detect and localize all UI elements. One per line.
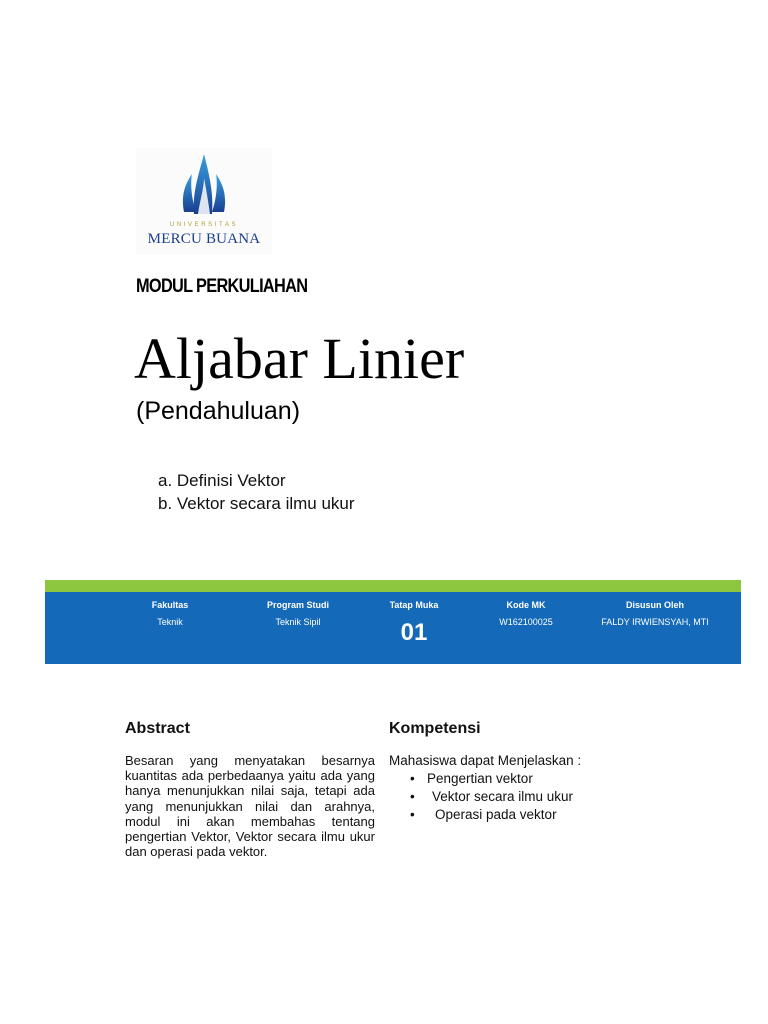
abstract-heading: Abstract [125, 720, 190, 737]
info-header: Kode MK [506, 600, 546, 610]
info-kode-mk [456, 600, 596, 627]
module-heading: MODUL PERKULIAHAN [136, 276, 308, 297]
info-value: W162100025 [499, 617, 553, 627]
course-subtitle: (Pendahuluan) [136, 397, 301, 425]
list-item [408, 806, 573, 824]
bullet-icon: • [410, 771, 415, 786]
logo-university-name: MERCU BUANA [147, 231, 261, 247]
info-value: FALDY IRWIENSYAH, MTI [601, 617, 709, 627]
info-disusun-oleh [585, 600, 725, 627]
kompetensi-intro: Mahasiswa dapat Menjelaskan : [389, 753, 582, 768]
info-value: Teknik Sipil [275, 617, 321, 627]
course-title: Aljabar Linier [134, 326, 465, 391]
list-item-label: Pengertian vektor [427, 771, 533, 786]
info-fakultas [100, 600, 240, 627]
topic-list [158, 469, 355, 515]
list-item-label: Vektor secara ilmu ukur [432, 789, 574, 804]
info-header: Tatap Muka [389, 600, 439, 610]
info-value-meeting-number: 01 [400, 619, 428, 646]
university-logo [136, 148, 272, 254]
bullet-icon: • [410, 789, 415, 804]
bullet-icon: • [410, 807, 415, 822]
kompetensi-heading: Kompetensi [389, 720, 481, 737]
info-bar-accent [45, 580, 741, 592]
list-item-label: Operasi pada vektor [435, 807, 557, 822]
flame-logo-icon [182, 152, 226, 224]
info-value: Teknik [157, 617, 183, 627]
info-header: Disusun Oleh [625, 600, 684, 610]
list-item [408, 770, 573, 788]
info-bar [45, 592, 741, 664]
topic-item: b. Vektor secara ilmu ukur [158, 494, 355, 513]
kompetensi-list [408, 770, 573, 824]
info-header: Program Studi [266, 600, 329, 610]
list-item [408, 788, 573, 806]
info-header: Fakultas [151, 600, 189, 610]
topic-item: a. Definisi Vektor [158, 471, 286, 490]
abstract-body: Besaran yang menyatakan besarnya kuantitas ada perbedaanya yaitu ada yang hanya menunjukkan nilai saja, tetapi ada yang menunjukkan nilai dan arahnya, modul ini akan membahas tentang pengertian Vektor, Vektor secara ilmu ukur dan operasi pada vektor. [125, 753, 375, 860]
logo-university-label: UNIVERSITAS [169, 222, 239, 228]
